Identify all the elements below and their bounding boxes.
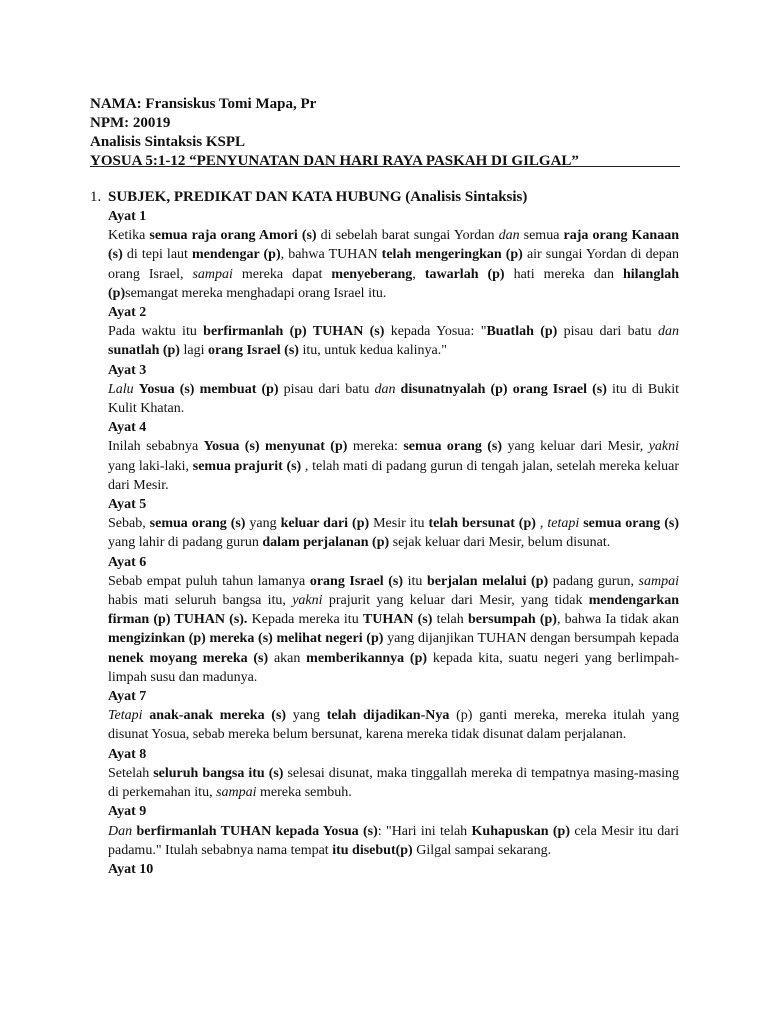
verse-label: Ayat 1: [108, 209, 147, 224]
syntax-marked-phrase: berfirmanlah TUHAN kepada Yosua (s): [136, 823, 378, 839]
syntax-marked-phrase: semua prajurit (s): [192, 458, 302, 474]
verse-text-run: Gilgal sampai sekarang.: [412, 842, 552, 858]
verse-text-run: Kepada mereka itu: [247, 612, 363, 628]
syntax-marked-phrase: menyeberang: [331, 266, 413, 282]
verse-text: [108, 380, 679, 418]
conjunction: dan: [374, 381, 396, 397]
syntax-marked-phrase: nenek moyang mereka (s): [108, 650, 269, 666]
verse-block: [108, 802, 679, 860]
verse-list: [108, 207, 679, 879]
student-name: NAMA: Fransiskus Tomi Mapa, Pr: [90, 96, 317, 112]
syntax-marked-phrase: telah dijadikan-Nya: [326, 708, 450, 724]
verse-text-run: yang dijanjikan TUHAN dengan bersumpah kepada: [383, 631, 680, 647]
verse-text-run: yang: [245, 516, 281, 532]
verse-text-run: ,: [412, 266, 425, 282]
course-title: Analisis Sintaksis KSPL: [90, 134, 246, 150]
verse-text-run: sejak keluar dari Mesir, belum disunat.: [389, 535, 611, 551]
verse-text: [108, 514, 679, 552]
verse-text-run: yang laki-laki,: [108, 458, 193, 474]
verse-text: [108, 322, 679, 360]
syntax-marked-phrase: telah bersunat (p): [428, 516, 536, 532]
verse-text-run: di tepi laut: [122, 247, 193, 263]
verse-text-run: itu, untuk kedua kalinya.": [298, 343, 447, 359]
verse-text-run: yang: [286, 708, 327, 724]
verse-label: Ayat 2: [108, 305, 147, 321]
verse-text-run: kepada kita, suatu negeri yang berlimpah-limpah susu dan madunya.: [108, 650, 679, 685]
verse-text: [108, 226, 679, 303]
verse-text-run: semua: [519, 228, 564, 244]
syntax-marked-phrase: sunatlah (p): [108, 343, 180, 359]
verse-text-run: yang keluar dari Mesir,: [502, 439, 649, 455]
verse-text-run: habis mati seluruh bangsa itu,: [108, 593, 293, 609]
verse-text-run: akan: [268, 650, 307, 666]
verse-text-run: pisau dari batu: [278, 381, 375, 397]
conjunction: sampai: [192, 266, 233, 282]
verse-block: [108, 207, 679, 303]
verse-text-run: Inilah sebabnya: [108, 439, 204, 455]
conjunction: sampai: [638, 573, 679, 589]
verse-text-run: Mesir itu: [369, 516, 429, 532]
verse-block: [108, 361, 679, 419]
verse-text: [108, 437, 679, 495]
syntax-marked-phrase: semua orang (s): [403, 439, 503, 455]
syntax-marked-phrase: berfirmanlah (p) TUHAN (s): [203, 324, 385, 340]
verse-text: [108, 706, 679, 744]
verse-block: [108, 553, 679, 687]
syntax-marked-phrase: semua orang (s): [149, 516, 246, 532]
syntax-marked-phrase: keluar dari (p): [280, 516, 370, 532]
syntax-marked-phrase: berjalan melalui (p): [426, 573, 549, 589]
verse-text-run: Ketika: [108, 228, 150, 244]
verse-text-run: Sebab empat puluh tahun lamanya: [108, 573, 310, 589]
syntax-marked-phrase: orang Israel (s): [309, 573, 403, 589]
syntax-marked-phrase: telah mengeringkan (p): [381, 247, 523, 263]
verse-text-run: kepada Yosua: ": [384, 324, 487, 340]
syntax-marked-phrase: mengizinkan (p) mereka (s) melihat negeri (p): [108, 631, 384, 647]
conjunction: Lalu: [108, 381, 134, 397]
verse-text-run: prajurit yang keluar dari Mesir, yang tidak: [322, 593, 589, 609]
verse-text-run: semangat mereka menghadapi orang Israel itu.: [125, 285, 387, 301]
verse-text-run: mereka:: [347, 439, 404, 455]
verse-text-run: air sungai Yordan di depan orang Israel,: [108, 247, 679, 282]
section-number: 1.: [90, 189, 102, 205]
syntax-marked-phrase: hilanglah (p): [108, 266, 680, 301]
conjunction: dan: [498, 228, 520, 244]
conjunction: dan: [658, 324, 679, 340]
syntax-marked-phrase: memberikannya (p): [306, 650, 428, 666]
verse-label: Ayat 7: [108, 689, 147, 705]
student-number: NPM: 20019: [90, 115, 171, 131]
syntax-marked-phrase: anak-anak mereka (s): [149, 708, 287, 724]
syntax-marked-phrase: orang Israel (s): [207, 343, 299, 359]
syntax-marked-phrase: Yosua (s) menyunat (p): [203, 439, 348, 455]
syntax-marked-phrase: Kuhapuskan (p): [471, 823, 570, 839]
verse-text-run: lagi: [179, 343, 208, 359]
syntax-marked-phrase: semua raja orang Amori (s): [149, 228, 317, 244]
verse-text-run: , bahwa Ia tidak akan: [556, 612, 679, 628]
section-heading: [90, 187, 690, 207]
verse-text-run: cela Mesir itu dari padamu." Itulah sebabnya nama tempat: [108, 823, 680, 858]
syntax-marked-phrase: Buatlah (p): [486, 324, 558, 340]
verse-text: [108, 572, 679, 687]
verse-text-run: mereka dapat: [232, 266, 332, 282]
verse-text-run: mereka sembuh.: [256, 785, 352, 801]
verse-text-run: padang gurun,: [548, 573, 639, 589]
conjunction: Tetapi: [108, 708, 143, 724]
verse-label: Ayat 4: [108, 420, 147, 436]
syntax-marked-phrase: Yosua (s) membuat (p): [138, 381, 279, 397]
verse-text-run: (p) ganti mereka, mereka itulah yang disunat Yosua, sebab mereka belum bersunat, karena mereka tidak disunat dalam perjalanan.: [108, 708, 679, 743]
verse-text-run: yang lahir di padang gurun: [108, 535, 263, 551]
verse-text: [108, 764, 679, 802]
verse-text-run: Setelah: [108, 765, 154, 781]
verse-text-run: Sebab,: [108, 516, 150, 532]
conjunction: Dan: [108, 823, 133, 839]
syntax-marked-phrase: mendengar (p): [192, 247, 281, 263]
syntax-marked-phrase: mendengarkan firman (p) TUHAN (s).: [108, 593, 679, 628]
conjunction: yakni: [292, 593, 323, 609]
conjunction: sampai: [216, 785, 257, 801]
passage-title: YOSUA 5:1-12 “PENYUNATAN DAN HARI RAYA PASKAH DI GILGAL”: [90, 153, 579, 169]
verse-label: Ayat 10: [108, 861, 154, 877]
verse-block: [108, 745, 679, 803]
verse-text-run: selesai disunat, maka tinggallah mereka di tempatnya masing-masing di perkemahan itu,: [108, 765, 679, 801]
verse-block: [108, 418, 679, 495]
syntax-marked-phrase: semua orang (s): [583, 516, 679, 532]
verse-text-run: , telah mati di padang gurun di tengah jalan, setelah mereka keluar dari Mesir.: [108, 458, 679, 493]
verse-label: Ayat 6: [108, 554, 147, 570]
verse-text-run: pisau dari batu: [557, 324, 658, 340]
syntax-marked-phrase: bersumpah (p): [467, 612, 557, 628]
header-divider: [90, 166, 680, 167]
verse-text-run: hati mereka dan: [504, 266, 623, 282]
verse-label: Ayat 8: [108, 746, 147, 762]
verse-text-run: , bahwa TUHAN: [280, 247, 382, 263]
syntax-marked-phrase: dalam perjalanan (p): [262, 535, 390, 551]
verse-text-run: itu: [403, 573, 427, 589]
syntax-marked-phrase: disunatnyalah (p) orang Israel (s): [400, 381, 607, 397]
syntax-marked-phrase: raja orang Kanaan (s): [108, 228, 680, 263]
syntax-marked-phrase: itu disebut(p): [332, 842, 413, 858]
verse-block: [108, 495, 679, 553]
conjunction: tetapi: [547, 516, 580, 532]
verse-block: [108, 303, 679, 361]
verse-label: Ayat 9: [108, 804, 147, 820]
section-title: SUBJEK, PREDIKAT DAN KATA HUBUNG (Analisis Sintaksis): [108, 189, 528, 205]
verse-text-run: Pada waktu itu: [108, 324, 204, 340]
verse-text-run: : "Hari ini telah: [377, 823, 472, 839]
verse-text-run: telah: [432, 612, 468, 628]
conjunction: yakni: [648, 439, 680, 455]
verse-text: [108, 822, 679, 860]
syntax-marked-phrase: seluruh bangsa itu (s): [153, 765, 284, 781]
verse-label: Ayat 3: [108, 362, 147, 378]
syntax-marked-phrase: TUHAN (s): [362, 612, 433, 628]
verse-block: [108, 860, 679, 879]
document-header: [90, 95, 680, 171]
verse-text-run: di sebelah barat sungai Yordan: [316, 228, 499, 244]
verse-text-run: ,: [535, 516, 548, 532]
verse-label: Ayat 5: [108, 497, 147, 513]
verse-text-run: itu di Bukit Kulit Khatan.: [108, 381, 680, 417]
syntax-marked-phrase: tawarlah (p): [424, 266, 505, 282]
verse-block: [108, 687, 679, 745]
